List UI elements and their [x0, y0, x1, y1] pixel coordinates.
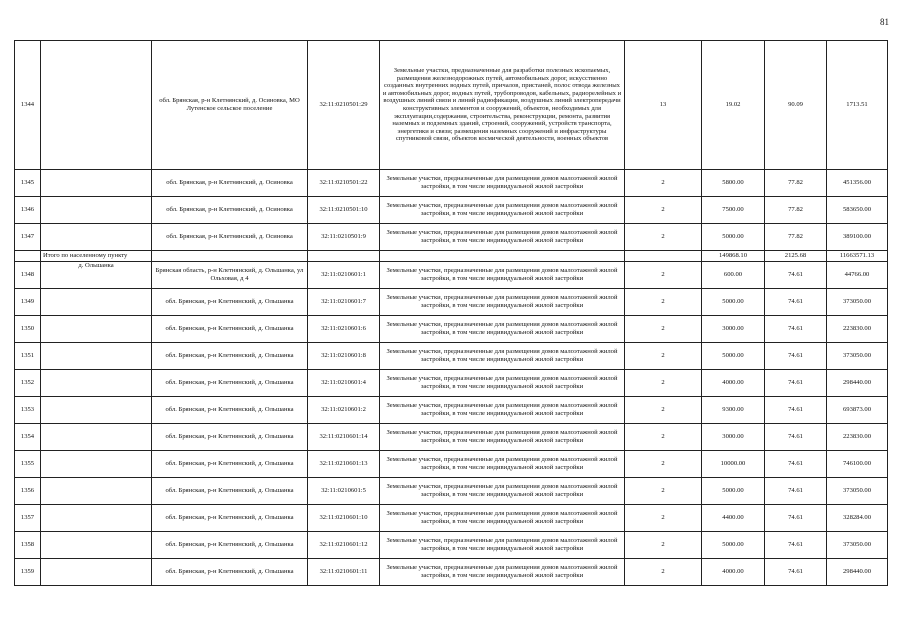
- table-row: [15, 41, 888, 170]
- row-number: 1353: [15, 397, 41, 424]
- land-use-cell: Земельные участки, предназначенные для размещения домов малоэтажной жилой застройки, в том числе индивидуальной жилой застройки: [380, 532, 625, 559]
- address-cell: обл. Брянская, р-н Клетнянский, д. Ольшанка: [152, 532, 308, 559]
- settlement-cell: [41, 197, 152, 224]
- cadastral-number-cell: 32:11:0210501:10: [308, 197, 380, 224]
- table-row: [15, 316, 888, 343]
- row-number: 1359: [15, 559, 41, 586]
- unit-price-cell: 77.82: [765, 197, 827, 224]
- row-number: 1358: [15, 532, 41, 559]
- category-cell: 2: [625, 316, 702, 343]
- settlement-cell: д. Ольшанка: [41, 262, 152, 289]
- table-body: [15, 41, 888, 586]
- table-row: [15, 505, 888, 532]
- cadastral-number-cell: 32:11:0210601:8: [308, 343, 380, 370]
- address-cell: обл. Брянская, р-н Клетнянский, д. Ольшанка: [152, 316, 308, 343]
- category-cell: 2: [625, 451, 702, 478]
- cadastral-number-cell: 32:11:0210601:14: [308, 424, 380, 451]
- land-registry-table: [14, 40, 888, 586]
- settlement-cell: [41, 424, 152, 451]
- land-use-cell: Земельные участки, предназначенные для размещения домов малоэтажной жилой застройки, в том числе индивидуальной жилой застройки: [380, 424, 625, 451]
- cadastral-value-cell: 373050.00: [827, 478, 888, 505]
- cadastral-number-cell: 32:11:0210501:29: [308, 41, 380, 170]
- area-cell: 7500.00: [702, 197, 765, 224]
- cadastral-value-cell: 693873.00: [827, 397, 888, 424]
- table-row: [15, 197, 888, 224]
- settlement-cell: [41, 478, 152, 505]
- subtotal-label: Итого по населенному пункту: [41, 251, 152, 262]
- unit-price-cell: 74.61: [765, 262, 827, 289]
- cadastral-number-cell: 32:11:0210601:13: [308, 451, 380, 478]
- land-use-cell: Земельные участки, предназначенные для размещения домов малоэтажной жилой застройки, в том числе индивидуальной жилой застройки: [380, 397, 625, 424]
- category-cell: 2: [625, 170, 702, 197]
- table-row: [15, 170, 888, 197]
- unit-price-cell: 74.61: [765, 316, 827, 343]
- unit-price-cell: 74.61: [765, 478, 827, 505]
- area-cell: 5000.00: [702, 224, 765, 251]
- settlement-cell: [41, 451, 152, 478]
- settlement-cell: [41, 370, 152, 397]
- table-row: [15, 451, 888, 478]
- area-cell: 19.02: [702, 41, 765, 170]
- empty-cell: [152, 251, 308, 262]
- empty-cell: [380, 251, 625, 262]
- unit-price-cell: 90.09: [765, 41, 827, 170]
- address-cell: обл. Брянская, р-н Клетнянский, д. Ольшанка: [152, 424, 308, 451]
- area-cell: 4000.00: [702, 370, 765, 397]
- cadastral-value-cell: 373050.00: [827, 343, 888, 370]
- cadastral-value-cell: 1713.51: [827, 41, 888, 170]
- row-number: 1350: [15, 316, 41, 343]
- category-cell: 13: [625, 41, 702, 170]
- cadastral-value-cell: 746100.00: [827, 451, 888, 478]
- category-cell: 2: [625, 343, 702, 370]
- unit-price-cell: 77.82: [765, 224, 827, 251]
- address-cell: обл. Брянская, р-н Клетнянский, д. Ольшанка: [152, 343, 308, 370]
- land-use-cell: Земельные участки, предназначенные для размещения домов малоэтажной жилой застройки, в том числе индивидуальной жилой застройки: [380, 170, 625, 197]
- address-cell: обл. Брянская, р-н Клетнянский, д. Ольшанка: [152, 397, 308, 424]
- category-cell: 2: [625, 532, 702, 559]
- cadastral-value-cell: 583650.00: [827, 197, 888, 224]
- settlement-cell: [41, 316, 152, 343]
- table-row: [15, 397, 888, 424]
- row-number: 1357: [15, 505, 41, 532]
- category-cell: 2: [625, 289, 702, 316]
- row-number: 1346: [15, 197, 41, 224]
- land-use-cell: Земельные участки, предназначенные для размещения домов малоэтажной жилой застройки, в том числе индивидуальной жилой застройки: [380, 451, 625, 478]
- row-number: 1356: [15, 478, 41, 505]
- address-cell: Брянская область, р-н Клетнянский, д. Ольшанка, ул Ольховая, д 4: [152, 262, 308, 289]
- row-number: 1351: [15, 343, 41, 370]
- address-cell: обл. Брянская, р-н Клетнянский, д. Осиновка: [152, 170, 308, 197]
- row-number: 1345: [15, 170, 41, 197]
- page-number: 81: [880, 17, 889, 27]
- settlement-cell: [41, 41, 152, 170]
- cadastral-value-cell: 223830.00: [827, 424, 888, 451]
- table-row: [15, 478, 888, 505]
- settlement-cell: [41, 224, 152, 251]
- address-cell: обл. Брянская, р-н Клетнянский, д. Ольшанка: [152, 451, 308, 478]
- subtotal-value: 11663571.13: [827, 251, 888, 262]
- unit-price-cell: 74.61: [765, 559, 827, 586]
- subtotal-price: 2125.68: [765, 251, 827, 262]
- area-cell: 5000.00: [702, 532, 765, 559]
- land-use-cell: Земельные участки, предназначенные для размещения домов малоэтажной жилой застройки, в том числе индивидуальной жилой застройки: [380, 343, 625, 370]
- category-cell: 2: [625, 559, 702, 586]
- cadastral-value-cell: 298440.00: [827, 559, 888, 586]
- cadastral-value-cell: 298440.00: [827, 370, 888, 397]
- address-cell: обл. Брянская, р-н Клетнянский, д. Ольшанка: [152, 505, 308, 532]
- area-cell: 9300.00: [702, 397, 765, 424]
- empty-cell: [308, 251, 380, 262]
- cadastral-value-cell: 373050.00: [827, 289, 888, 316]
- land-use-cell: Земельные участки, предназначенные для размещения домов малоэтажной жилой застройки, в том числе индивидуальной жилой застройки: [380, 505, 625, 532]
- cadastral-number-cell: 32:11:0210601:5: [308, 478, 380, 505]
- area-cell: 5000.00: [702, 343, 765, 370]
- table-row: [15, 532, 888, 559]
- settlement-cell: [41, 505, 152, 532]
- unit-price-cell: 74.61: [765, 370, 827, 397]
- settlement-cell: [41, 289, 152, 316]
- unit-price-cell: 74.61: [765, 397, 827, 424]
- table-row: [15, 262, 888, 289]
- row-number: 1355: [15, 451, 41, 478]
- area-cell: 3000.00: [702, 316, 765, 343]
- row-number: 1347: [15, 224, 41, 251]
- cadastral-value-cell: 44766.00: [827, 262, 888, 289]
- cadastral-number-cell: 32:11:0210601:4: [308, 370, 380, 397]
- area-cell: 3000.00: [702, 424, 765, 451]
- category-cell: 2: [625, 262, 702, 289]
- cadastral-number-cell: 32:11:0210501:22: [308, 170, 380, 197]
- unit-price-cell: 77.82: [765, 170, 827, 197]
- area-cell: 4000.00: [702, 559, 765, 586]
- cadastral-number-cell: 32:11:0210601:11: [308, 559, 380, 586]
- land-use-cell: Земельные участки, предназначенные для размещения домов малоэтажной жилой застройки, в том числе индивидуальной жилой застройки: [380, 289, 625, 316]
- category-cell: 2: [625, 424, 702, 451]
- land-use-cell: Земельные участки, предназначенные для размещения домов малоэтажной жилой застройки, в том числе индивидуальной жилой застройки: [380, 224, 625, 251]
- settlement-cell: [41, 343, 152, 370]
- unit-price-cell: 74.61: [765, 505, 827, 532]
- area-cell: 600.00: [702, 262, 765, 289]
- area-cell: 5000.00: [702, 478, 765, 505]
- unit-price-cell: 74.61: [765, 532, 827, 559]
- land-use-cell: Земельные участки, предназначенные для размещения домов малоэтажной жилой застройки, в том числе индивидуальной жилой застройки: [380, 478, 625, 505]
- area-cell: 5800.00: [702, 170, 765, 197]
- land-use-cell: Земельные участки, предназначенные для размещения домов малоэтажной жилой застройки, в том числе индивидуальной жилой застройки: [380, 316, 625, 343]
- cadastral-number-cell: 32:11:0210601:2: [308, 397, 380, 424]
- table-row: [15, 370, 888, 397]
- cadastral-value-cell: 389100.00: [827, 224, 888, 251]
- address-cell: обл. Брянская, р-н Клетнянский, д. Осиновка: [152, 197, 308, 224]
- category-cell: 2: [625, 397, 702, 424]
- subtotal-row: [15, 251, 888, 262]
- row-number: 1344: [15, 41, 41, 170]
- area-cell: 4400.00: [702, 505, 765, 532]
- category-cell: 2: [625, 197, 702, 224]
- area-cell: 5000.00: [702, 289, 765, 316]
- land-use-cell: Земельные участки, предназначенные для размещения домов малоэтажной жилой застройки, в том числе индивидуальной жилой застройки: [380, 197, 625, 224]
- cadastral-value-cell: 223830.00: [827, 316, 888, 343]
- row-number: 1348: [15, 262, 41, 289]
- cadastral-value-cell: 451356.00: [827, 170, 888, 197]
- cadastral-value-cell: 373050.00: [827, 532, 888, 559]
- table-row: [15, 289, 888, 316]
- row-number: 1349: [15, 289, 41, 316]
- table-row: [15, 424, 888, 451]
- settlement-cell: [41, 170, 152, 197]
- cadastral-number-cell: 32:11:0210601:6: [308, 316, 380, 343]
- unit-price-cell: 74.61: [765, 343, 827, 370]
- subtotal-area: 149868.10: [702, 251, 765, 262]
- address-cell: обл. Брянская, р-н Клетнянский, д. Осиновка, МО Лутенское сельское поселение: [152, 41, 308, 170]
- unit-price-cell: 74.61: [765, 451, 827, 478]
- unit-price-cell: 74.61: [765, 289, 827, 316]
- row-number: 1354: [15, 424, 41, 451]
- address-cell: обл. Брянская, р-н Клетнянский, д. Ольшанка: [152, 559, 308, 586]
- unit-price-cell: 74.61: [765, 424, 827, 451]
- address-cell: обл. Брянская, р-н Клетнянский, д. Ольшанка: [152, 370, 308, 397]
- area-cell: 10000.00: [702, 451, 765, 478]
- cadastral-number-cell: 32:11:0210601:7: [308, 289, 380, 316]
- empty-cell: [625, 251, 702, 262]
- category-cell: 2: [625, 478, 702, 505]
- address-cell: обл. Брянская, р-н Клетнянский, д. Ольшанка: [152, 289, 308, 316]
- cadastral-number-cell: 32:11:0210601:1: [308, 262, 380, 289]
- table-row: [15, 559, 888, 586]
- category-cell: 2: [625, 505, 702, 532]
- settlement-cell: [41, 559, 152, 586]
- cadastral-number-cell: 32:11:0210501:9: [308, 224, 380, 251]
- land-use-cell: Земельные участки, предназначенные для размещения домов малоэтажной жилой застройки, в том числе индивидуальной жилой застройки: [380, 559, 625, 586]
- empty-cell: [15, 251, 41, 262]
- land-use-cell: Земельные участки, предназначенные для разработки полезных ископаемых, размещения железнодорожных путей, автомобильных дорог, искусственно созданных внутренних водных путей, причалов, пристаней, полос отвода железных и автомобильных дорог, водных путей, трубопроводов, кабельных, радиорелейных и воздушных линий связи и линий радиофикации, воздушных линий электропередачи конструктивных элементов и сооружений, объектов, необходимых для эксплуатации,содержания, строительства, реконструкции, ремонта, развития наземных и подземных зданий, строений, сооружений, устройств транспорта, энергетики и связи; размещения наземных сооружений и инфраструктуры спутниковой связи, объектов космической деятельности, военных объектов: [380, 41, 625, 170]
- cadastral-number-cell: 32:11:0210601:12: [308, 532, 380, 559]
- land-use-cell: Земельные участки, предназначенные для размещения домов малоэтажной жилой застройки, в том числе индивидуальной жилой застройки: [380, 262, 625, 289]
- category-cell: 2: [625, 370, 702, 397]
- address-cell: обл. Брянская, р-н Клетнянский, д. Ольшанка: [152, 478, 308, 505]
- category-cell: 2: [625, 224, 702, 251]
- table-row: [15, 343, 888, 370]
- row-number: 1352: [15, 370, 41, 397]
- settlement-cell: [41, 397, 152, 424]
- settlement-cell: [41, 532, 152, 559]
- cadastral-number-cell: 32:11:0210601:10: [308, 505, 380, 532]
- land-use-cell: Земельные участки, предназначенные для размещения домов малоэтажной жилой застройки, в том числе индивидуальной жилой застройки: [380, 370, 625, 397]
- cadastral-value-cell: 328284.00: [827, 505, 888, 532]
- address-cell: обл. Брянская, р-н Клетнянский, д. Осиновка: [152, 224, 308, 251]
- table-row: [15, 224, 888, 251]
